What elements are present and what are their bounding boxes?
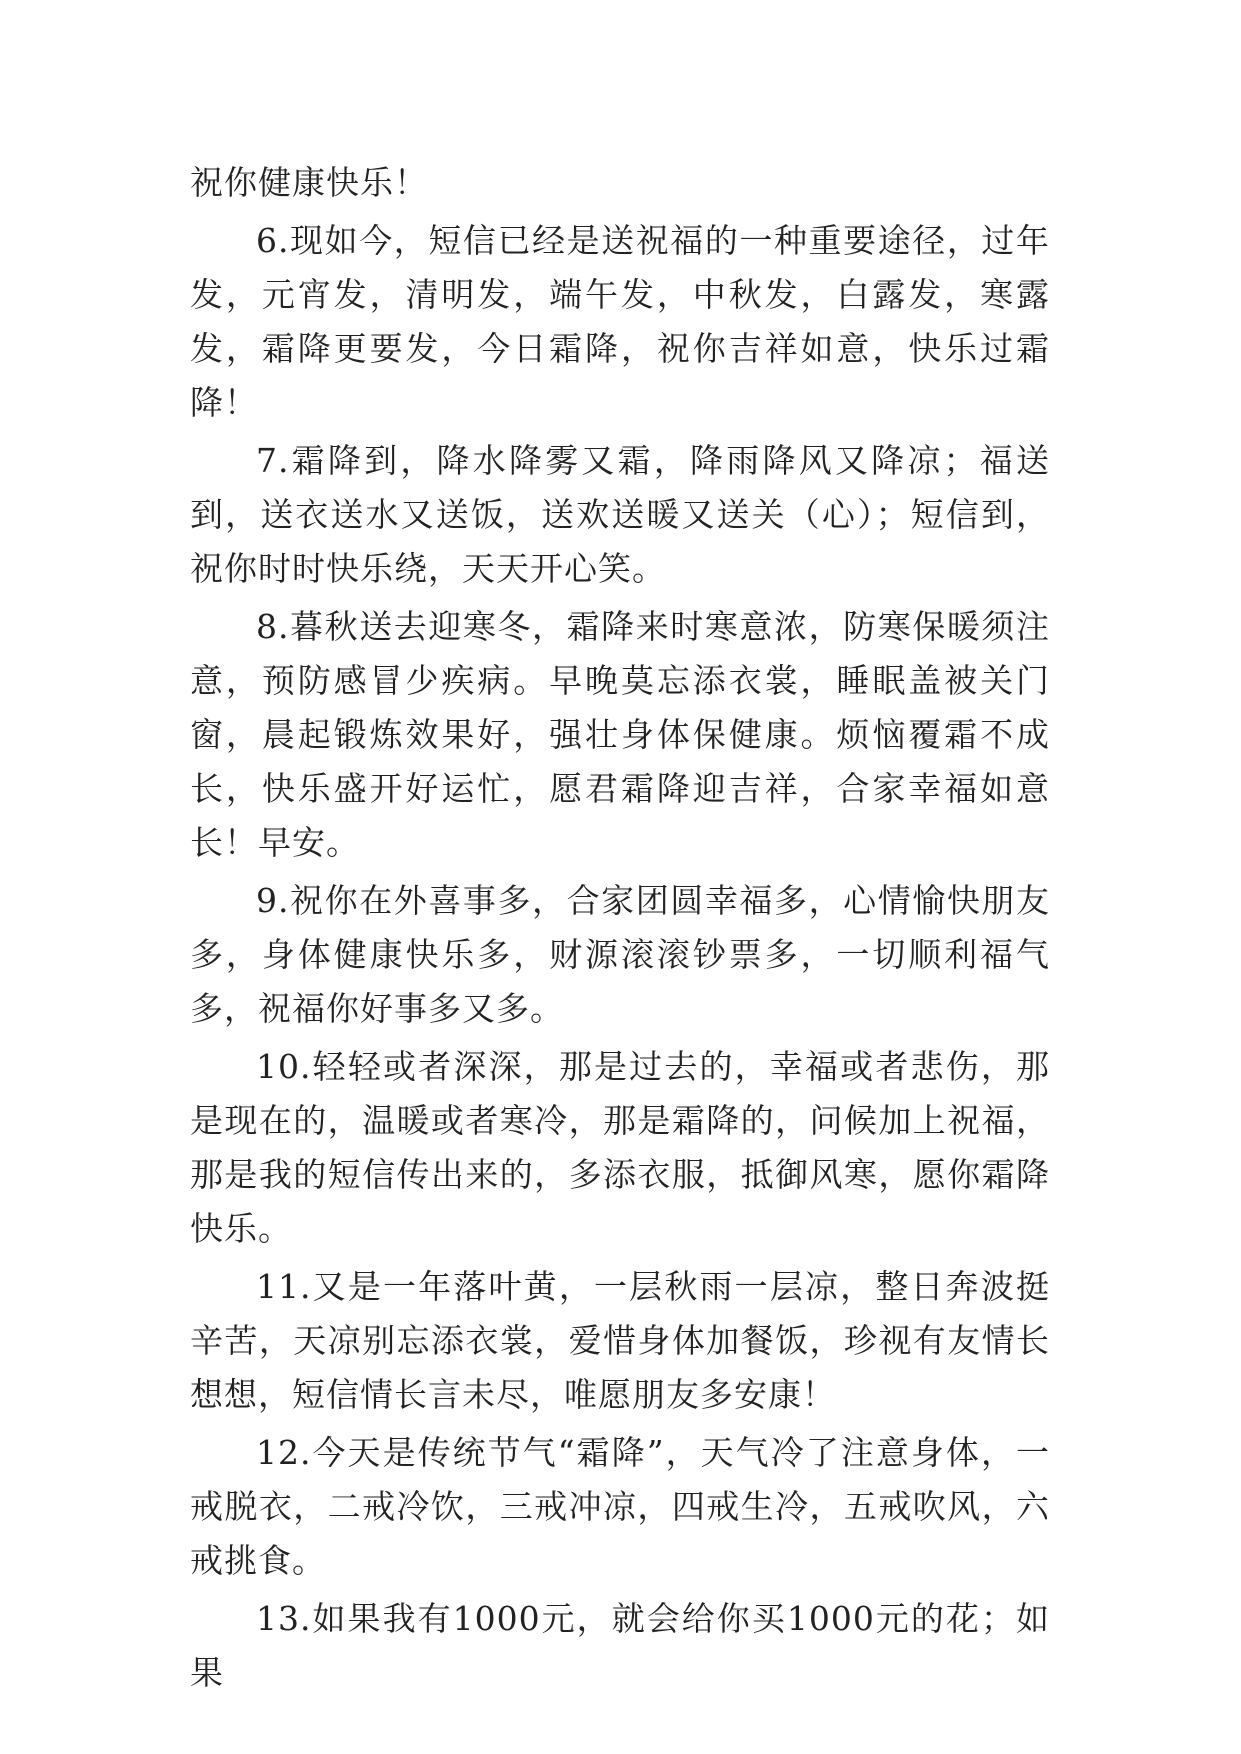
paragraph-item-12: 12.今天是传统节气“霜降”，天气冷了注意身体，一戒脱衣，二戒冷饮，三戒冲凉，四戒生冷，五戒吹风，六戒挑食。 (190, 1433, 1050, 1580)
paragraph-item-11: 11.又是一年落叶黄，一层秋雨一层凉，整日奔波挺辛苦，天凉别忘添衣裳，爱惜身体加餐饭，珍视有友情长想想，短信情长言未尽，唯愿朋友多安康！ (190, 1267, 1050, 1414)
paragraph-item-10: 10.轻轻或者深深，那是过去的，幸福或者悲伤，那是现在的，温暖或者寒冷，那是霜降的，问候加上祝福，那是我的短信传出来的，多添衣服，抵御风寒，愿你霜降快乐。 (190, 1047, 1050, 1248)
paragraph-item-9: 9.祝你在外喜事多，合家团圆幸福多，心情愉快朋友多，身体健康快乐多，财源滚滚钞票多，一切顺利福气多，祝福你好事多又多。 (190, 881, 1050, 1028)
paragraph-item-6: 6.现如今，短信已经是送祝福的一种重要途径，过年发，元宵发，清明发，端午发，中秋发，白露发，寒露发，霜降更要发，今日霜降，祝你吉祥如意，快乐过霜降！ (190, 221, 1050, 422)
paragraph-item-13: 13.如果我有1000元，就会给你买1000元的花；如果 (190, 1599, 1050, 1692)
paragraph-item-7: 7.霜降到，降水降雾又霜，降雨降风又降凉；福送到，送衣送水又送饭，送欢送暖又送关（心）；短信到，祝你时时快乐绕，天天开心笑。 (190, 441, 1050, 588)
paragraph-continuation: 祝你健康快乐！ (190, 163, 428, 202)
document-page (190, 156, 1050, 1704)
paragraph-item-8: 8.暮秋送去迎寒冬，霜降来时寒意浓，防寒保暖须注意，预防感冒少疾病。早晚莫忘添衣裳，睡眠盖被关门窗，晨起锻炼效果好，强壮身体保健康。烦恼覆霜不成长，快乐盛开好运忙，愿君霜降迎吉祥，合家幸福如意长！早安。 (190, 607, 1050, 862)
